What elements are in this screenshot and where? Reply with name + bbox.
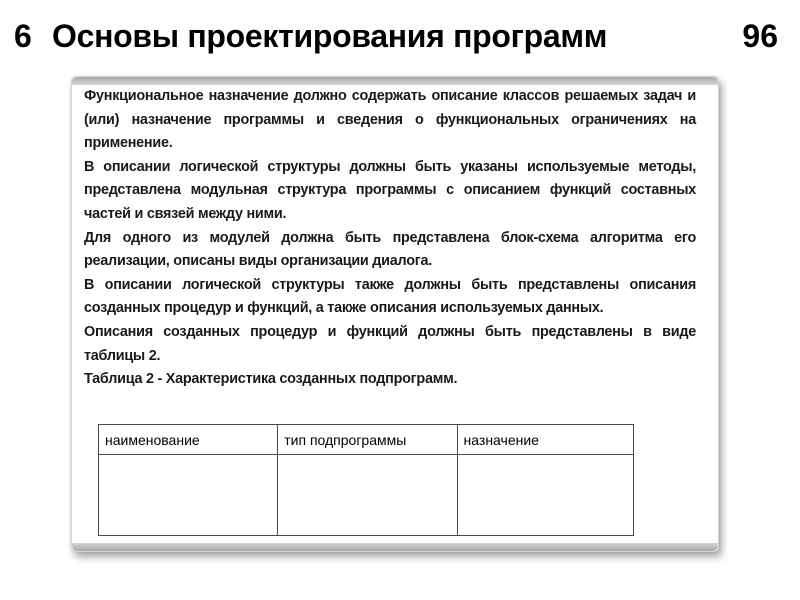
paragraph-procedures-description: В описании логической структуры также должны быть представлены описания созданных процедур и функций, а также описания используемых данных. xyxy=(84,276,696,317)
table-header-row xyxy=(99,425,634,455)
column-header-subprogram-type: тип подпрограммы xyxy=(278,425,457,455)
paragraph-logical-structure: В описании логической структуры должны быть указаны используемые методы, представлена модульная структура программы с описанием функций составных частей и связей между ними. xyxy=(84,158,696,222)
paragraph-flowchart: Для одного из модулей должна быть представлена блок-схема алгоритма его реализации, описаны виды организации диалога. xyxy=(84,229,696,270)
column-header-name: наименование xyxy=(99,425,278,455)
paragraph-functional-purpose: Функциональное назначение должно содержать описание классов решаемых задач и (или) назначение программы и сведения о функциональных ограничениях на применение. xyxy=(84,88,696,152)
body-text xyxy=(84,85,696,392)
table-row xyxy=(99,455,634,536)
paragraph-table-reference: Описания созданных процедур и функций должны быть представлены в виде таблицы 2. xyxy=(84,323,696,364)
table-cell-purpose xyxy=(457,455,633,536)
subprograms-table xyxy=(98,424,634,536)
table-cell-name xyxy=(99,455,278,536)
column-header-purpose: назначение xyxy=(457,425,633,455)
page-number: 96 xyxy=(742,18,778,54)
content-panel xyxy=(71,76,719,552)
table-caption: Таблица 2 - Характеристика созданных подпрограмм. xyxy=(84,371,458,388)
slide-title: Основы проектирования программ xyxy=(52,18,608,54)
panel-top-border xyxy=(72,77,718,85)
table-cell-subprogram-type xyxy=(278,455,457,536)
slide-header xyxy=(0,0,800,70)
subprograms-table-wrapper xyxy=(98,424,634,536)
section-number: 6 xyxy=(14,18,32,54)
panel-bottom-border xyxy=(72,543,718,551)
